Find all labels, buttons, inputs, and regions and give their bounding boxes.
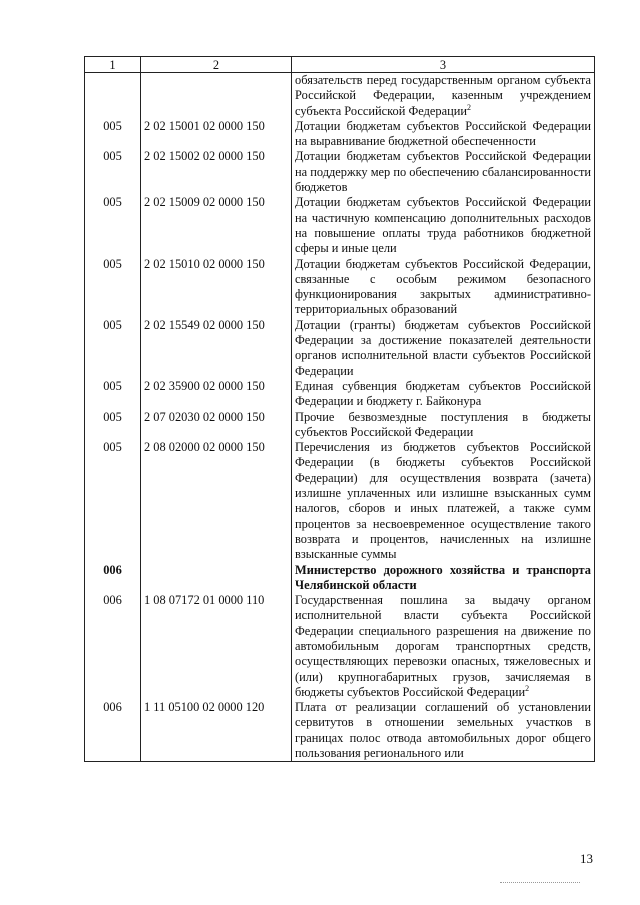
description-cell <box>292 73 595 119</box>
admin-code-cell: 005 <box>85 119 141 150</box>
table-row <box>85 700 595 762</box>
admin-code-cell: 006 <box>85 700 141 762</box>
revenue-code-cell <box>141 73 292 119</box>
description-cell <box>292 257 595 318</box>
revenue-code-cell: 2 02 15010 02 0000 150 <box>141 257 292 318</box>
revenue-code-cell: 2 02 15001 02 0000 150 <box>141 119 292 150</box>
admin-code-cell: 005 <box>85 257 141 318</box>
table-row <box>85 73 595 119</box>
description-cell <box>292 563 595 594</box>
admin-code-cell: 005 <box>85 440 141 562</box>
table-row <box>85 440 595 562</box>
admin-code-cell: 005 <box>85 318 141 379</box>
description-text: обязательств перед государственным органом субъекта Российской Федерации, казенным учреждением субъекта Российской Федерации <box>295 73 591 118</box>
footnote-marker: 2 <box>466 102 471 112</box>
description-text: Государственная пошлина за выдачу органом исполнительной власти субъекта Российской Федерации специального разрешения на движение по автомобильным дорогам транспортных средств, осуществляющих перевозки опасных, тяжеловесных и (или) крупногабаритных грузов, зачисляемая в бюджеты субъектов Российской Федерации <box>295 593 591 699</box>
description-cell <box>292 318 595 379</box>
revenue-code-cell: 2 02 15009 02 0000 150 <box>141 195 292 256</box>
description-text: Дотации бюджетам субъектов Российской Федерации на частичную компенсацию дополнительных расходов на повышение оплаты труда работников бюджетной сферы и иные цели <box>295 195 591 256</box>
description-text: Дотации бюджетам субъектов Российской Федерации, связанные с особым режимом безопасного функционирования закрытых административно-территориальных образований <box>295 256 591 317</box>
description-text: Прочие безвозмездные поступления в бюджеты субъектов Российской Федерации <box>295 409 591 439</box>
description-cell <box>292 440 595 562</box>
revenue-code-cell: 2 02 15002 02 0000 150 <box>141 149 292 195</box>
description-text: Дотации (гранты) бюджетам субъектов Российской Федерации за достижение показателей деятельности органов исполнительной власти субъектов Российской Федерации <box>295 317 591 378</box>
table-row <box>85 563 595 594</box>
table-body <box>85 73 595 762</box>
footnote-marker: 2 <box>525 683 530 693</box>
column-header-3: 3 <box>292 57 595 73</box>
description-text: Перечисления из бюджетов субъектов Российской Федерации (в бюджеты субъектов Российской Федерации) для осуществления возврата (зачета) излишне уплаченных или излишне взысканных сумм налогов, сборов и иных платежей, а также сумм процентов за несвоевременное осуществление такого возврата и процентов, начисленных на излишне взысканные суммы <box>295 440 591 562</box>
page-number: 13 <box>580 851 593 866</box>
admin-code-cell: 005 <box>85 410 141 441</box>
table-row <box>85 149 595 195</box>
description-text: Плата от реализации соглашений об установлении сервитутов в отношении земельных участков в границах полос отвода автомобильных дорог общего пользования регионального или <box>295 700 591 761</box>
revenue-code-cell: 2 07 02030 02 0000 150 <box>141 410 292 441</box>
description-text: Единая субвенция бюджетам субъектов Российской Федерации и бюджету г. Байконура <box>295 378 591 409</box>
description-cell <box>292 195 595 256</box>
description-text: Министерство дорожного хозяйства и транспорта Челябинской области <box>295 562 591 592</box>
revenue-code-cell: 2 02 35900 02 0000 150 <box>141 379 292 410</box>
revenue-code-cell: 2 08 02000 02 0000 150 <box>141 440 292 562</box>
description-cell <box>292 119 595 150</box>
footer-rule <box>500 882 580 883</box>
table-row <box>85 379 595 410</box>
header-row <box>85 57 595 73</box>
admin-code-cell: 006 <box>85 593 141 700</box>
description-cell <box>292 149 595 195</box>
table-row <box>85 410 595 441</box>
table-row <box>85 257 595 318</box>
revenue-code-cell: 1 08 07172 01 0000 110 <box>141 593 292 700</box>
description-cell <box>292 410 595 441</box>
admin-code-cell: 005 <box>85 195 141 256</box>
admin-code-cell: 005 <box>85 379 141 410</box>
description-cell <box>292 379 595 410</box>
admin-code-cell: 005 <box>85 149 141 195</box>
table-row <box>85 318 595 379</box>
column-header-1: 1 <box>85 57 141 73</box>
description-cell <box>292 700 595 762</box>
table-row <box>85 119 595 150</box>
revenue-code-cell <box>141 563 292 594</box>
revenue-codes-table <box>84 56 595 762</box>
table-row <box>85 593 595 700</box>
table-row <box>85 195 595 256</box>
revenue-code-cell: 2 02 15549 02 0000 150 <box>141 318 292 379</box>
description-text: Дотации бюджетам субъектов Российской Федерации на выравнивание бюджетной обеспеченности <box>295 118 591 149</box>
admin-code-cell: 006 <box>85 563 141 594</box>
revenue-code-cell: 1 11 05100 02 0000 120 <box>141 700 292 762</box>
column-header-2: 2 <box>141 57 292 73</box>
description-cell <box>292 593 595 700</box>
description-text: Дотации бюджетам субъектов Российской Федерации на поддержку мер по обеспечению сбалансированности бюджетов <box>295 149 591 195</box>
admin-code-cell <box>85 73 141 119</box>
